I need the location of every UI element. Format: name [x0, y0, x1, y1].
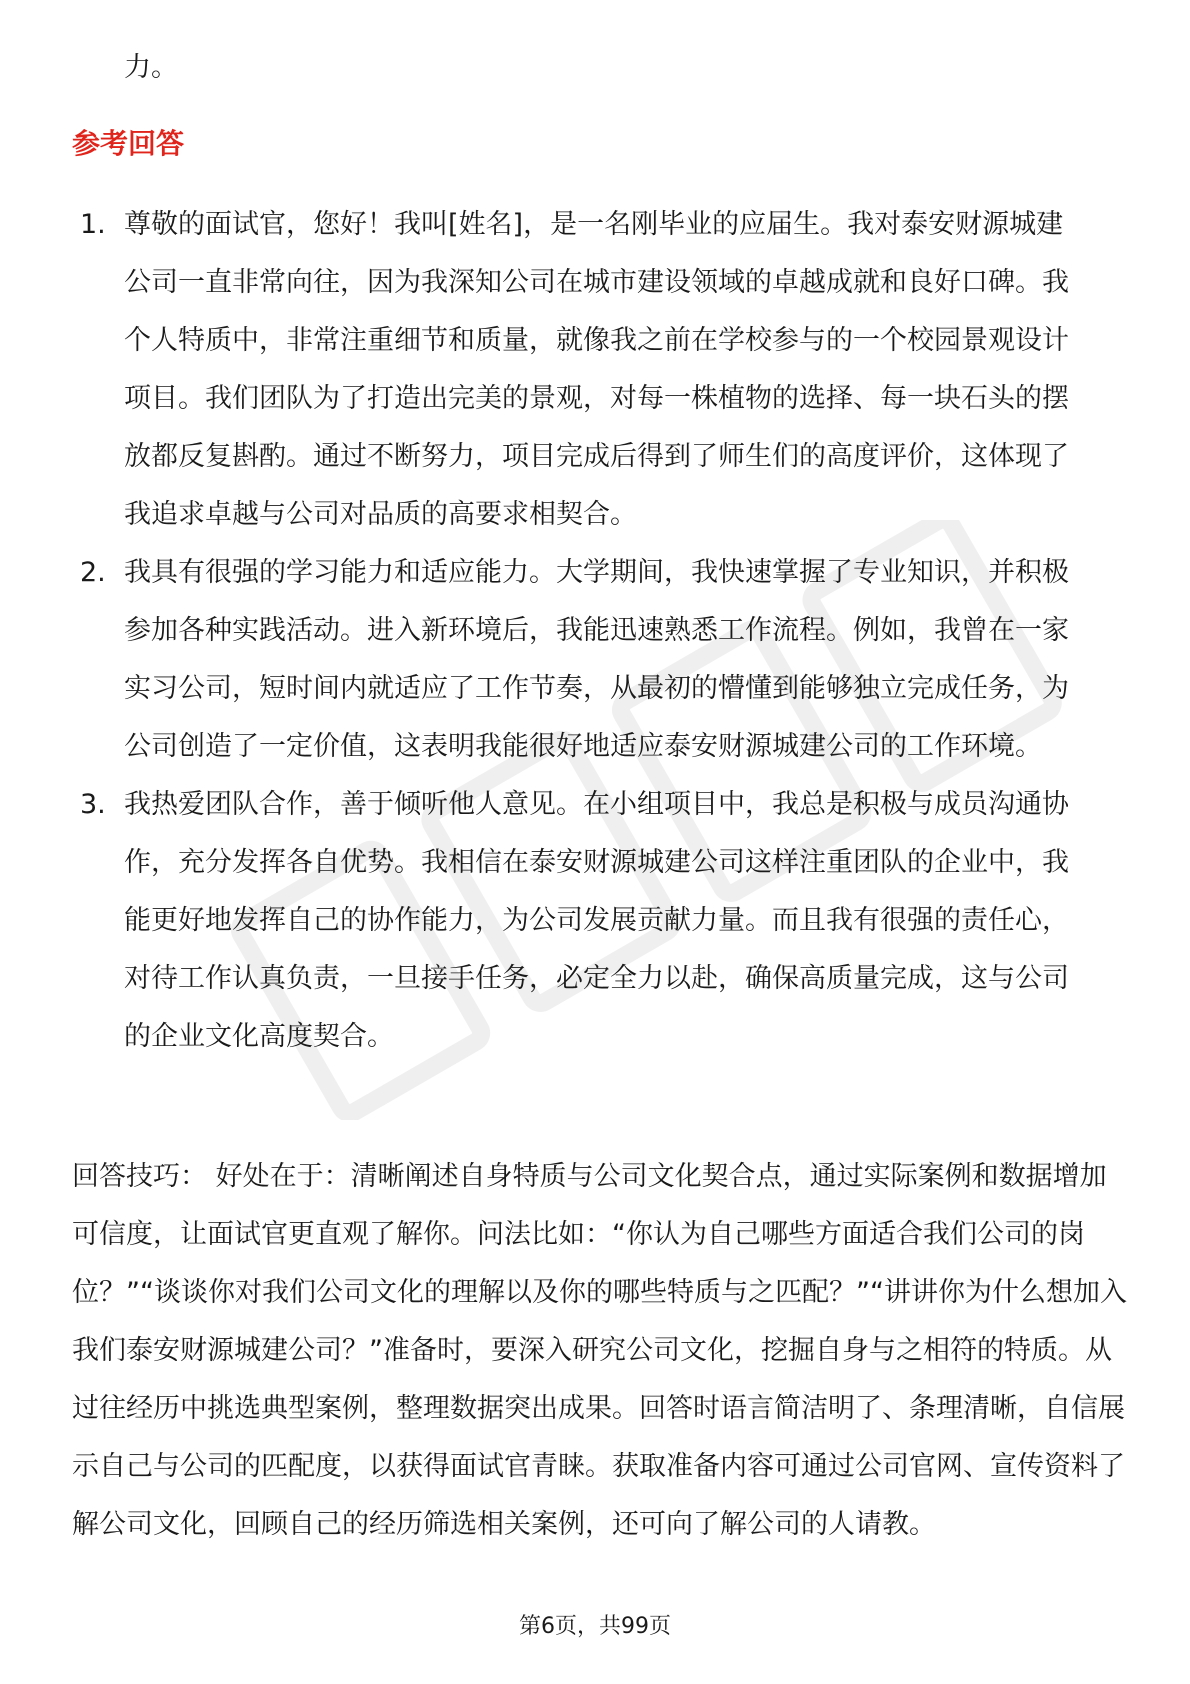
answer-text: 尊敬的面试官，您好！我叫[姓名]，是一名刚毕业的应届生。我对泰安财源城建公司一直非常向往，因为我深知公司在城市建设领域的卓越成就和良好口碑。我个人特质中，非常注重细节和质量，就像我之前在学校参与的一个校园景观设计项目。我们团队为了打造出完美的景观，对每一株植物的选择、每一块石头的摆放都反复斟酌。通过不断努力，项目完成后得到了师生们的高度评价，这体现了我追求卓越与公司对品质的高要求相契合。 [124, 209, 1069, 530]
answer-item [80, 776, 1120, 1066]
section-heading: 参考回答 [72, 127, 185, 160]
answer-list [80, 196, 1120, 1066]
answer-item [80, 196, 1120, 544]
answer-number: 3. [80, 789, 106, 820]
page-number-footer: 第6页，共99页 [519, 1614, 671, 1639]
continued-text: 力。 [124, 52, 178, 83]
answer-tips-paragraph: 回答技巧： 好处在于：清晰阐述自身特质与公司文化契合点，通过实际案例和数据增加可信度，让面试官更直观了解你。问法比如：“你认为自己哪些方面适合我们公司的岗位？”“谈谈你对我们公司文化的理解以及你的哪些特质与之匹配？”“讲讲你为什么想加入我们泰安财源城建公司？”准备时，要深入研究公司文化，挖掘自身与之相符的特质。从过往经历中挑选典型案例，整理数据突出成果。回答时语言简洁明了、条理清晰，自信展示自己与公司的匹配度，以获得面试官青睐。获取准备内容可通过公司官网、宣传资料了解公司文化，回顾自己的经历筛选相关案例，还可向了解公司的人请教。 [72, 1161, 1127, 1540]
answer-number: 2. [80, 557, 106, 588]
answer-text: 我热爱团队合作，善于倾听他人意见。在小组项目中，我总是积极与成员沟通协作，充分发挥各自优势。我相信在泰安财源城建公司这样注重团队的企业中，我能更好地发挥自己的协作能力，为公司发展贡献力量。而且我有很强的责任心，对待工作认真负责，一旦接手任务，必定全力以赴，确保高质量完成，这与公司的企业文化高度契合。 [124, 789, 1069, 1052]
answer-item [80, 544, 1120, 776]
answer-number: 1. [80, 209, 106, 240]
answer-text: 我具有很强的学习能力和适应能力。大学期间，我快速掌握了专业知识，并积极参加各种实践活动。进入新环境后，我能迅速熟悉工作流程。例如，我曾在一家实习公司，短时间内就适应了工作节奏，从最初的懵懂到能够独立完成任务，为公司创造了一定价值，这表明我能很好地适应泰安财源城建公司的工作环境。 [124, 557, 1069, 762]
